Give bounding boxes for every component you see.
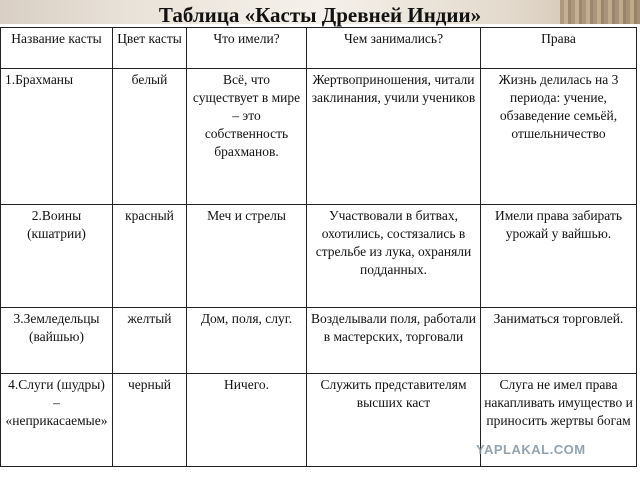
occupation-cell: Участвовали в битвах, охотились, состязались в стрельбе из лука, охраняли подданных. bbox=[307, 205, 481, 308]
table-header-row bbox=[1, 28, 637, 69]
header-rights: Права bbox=[481, 28, 637, 69]
occupation-cell: Служить представителям высших каст bbox=[307, 374, 481, 467]
caste-color-cell: белый bbox=[113, 69, 187, 205]
caste-color-cell: черный bbox=[113, 374, 187, 467]
site-watermark: YAPLAKAL.COM bbox=[476, 442, 586, 457]
castes-table bbox=[0, 27, 637, 467]
caste-name-cell: 1.Брахманы bbox=[1, 69, 113, 205]
rights-cell: Слуга не имел права накапливать имущество и приносить жертвы богам bbox=[481, 374, 637, 467]
header-owned: Что имели? bbox=[187, 28, 307, 69]
table-row bbox=[1, 69, 637, 205]
caste-name-cell: 2.Воины (кшатрии) bbox=[1, 205, 113, 308]
occupation-cell: Жертвоприношения, читали заклинания, учили учеников bbox=[307, 69, 481, 205]
caste-color-cell: красный bbox=[113, 205, 187, 308]
header-occupation: Чем занимались? bbox=[307, 28, 481, 69]
owned-cell: Меч и стрелы bbox=[187, 205, 307, 308]
page-title: Таблица «Касты Древней Индии» bbox=[158, 3, 482, 27]
owned-cell: Ничего. bbox=[187, 374, 307, 467]
table-row bbox=[1, 205, 637, 308]
owned-cell: Всё, что существует в мире – это собственность брахманов. bbox=[187, 69, 307, 205]
rights-cell: Имели права забирать урожай у вайшью. bbox=[481, 205, 637, 308]
caste-color-cell: желтый bbox=[113, 308, 187, 374]
rights-cell: Заниматься торговлей. bbox=[481, 308, 637, 374]
header-caste-name: Название касты bbox=[1, 28, 113, 69]
owned-cell: Дом, поля, слуг. bbox=[187, 308, 307, 374]
occupation-cell: Возделывали поля, работали в мастерских, торговали bbox=[307, 308, 481, 374]
header-caste-color: Цвет касты bbox=[113, 28, 187, 69]
caste-name-cell: 3.Земледельцы (вайшью) bbox=[1, 308, 113, 374]
caste-name-cell: 4.Слуги (шудры) – «неприкасаемые» bbox=[1, 374, 113, 467]
rights-cell: Жизнь делилась на 3 периода: учение, обзаведение семьёй, отшельничество bbox=[481, 69, 637, 205]
table-row bbox=[1, 308, 637, 374]
